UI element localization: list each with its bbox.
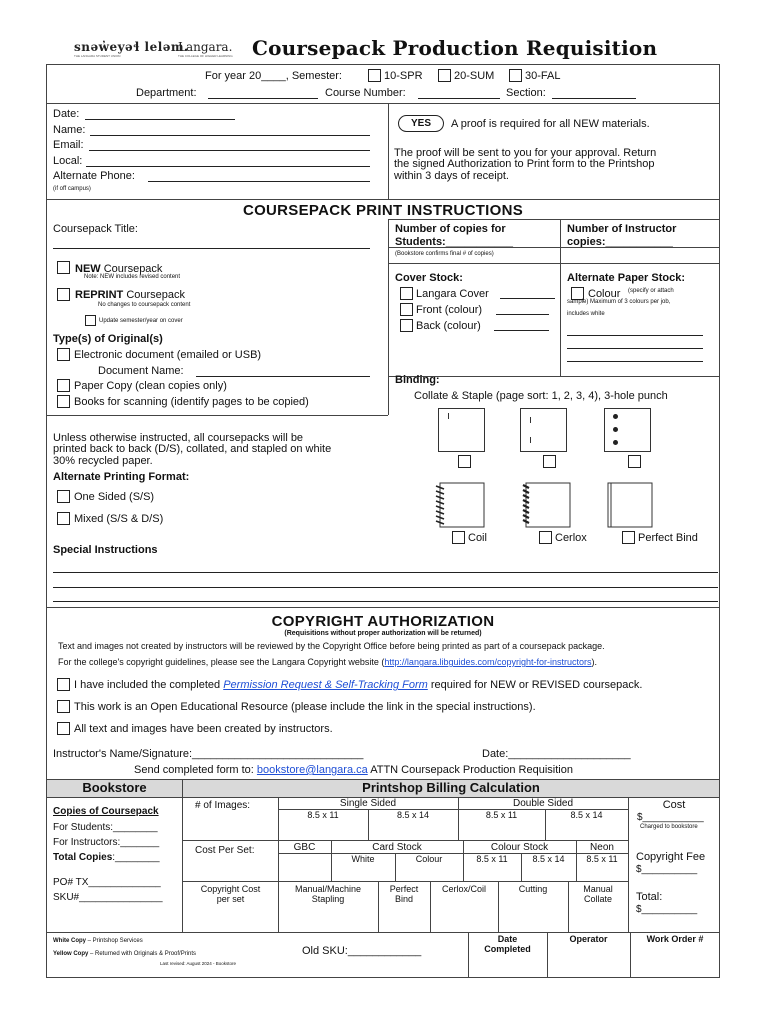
permission-form-link[interactable]: Permission Request & Self-Tracking Form [223,679,428,691]
perfect-bind-cost-label: Perfect Bind [389,884,419,904]
coil-binding-icon [432,480,488,530]
date-field[interactable] [85,119,235,120]
permission-form-label: I have included the completed Permission Request & Self-Tracking Form required for NEW or REVISED coursepack. [74,679,643,691]
student-copies-label: Number of copies for [395,223,506,235]
electronic-document-checkbox[interactable] [57,348,70,361]
last-revised-note: Last revised: August 2024 - Bookstore [160,961,237,966]
types-of-originals-heading: Type(s) of Original(s) [53,333,163,345]
send-to-line: Send completed form to: bookstore@langara.ca ATTN Coursepack Production Requisition [134,764,573,776]
colour-stock-size: 8.5 x 14 [532,854,565,864]
for-instructors-field[interactable]: For Instructors:_______ [53,837,160,848]
total-copies-field[interactable]: Total Copies:________ [53,852,160,863]
new-coursepack-checkbox[interactable] [57,261,70,274]
old-sku-field[interactable]: Old SKU:____________ [302,945,422,957]
proof-required-text: A proof is required for all NEW materials. [451,118,650,130]
one-sided-checkbox[interactable] [57,490,70,503]
cost-field[interactable]: $___________ [637,812,704,823]
card-stock-label: Card Stock [372,842,422,853]
three-hole-punch-icon [604,408,651,452]
coil-label: Coil [468,532,487,544]
course-number-label: Course Number: [325,87,406,99]
new-coursepack-label: NEW Coursepack [75,263,163,275]
perfect-bind-checkbox[interactable] [622,531,635,544]
signature-date-field[interactable]: Date:____________________ [482,748,631,760]
oer-label: This work is an Open Educational Resource (please include the link in the special instructions). [74,701,536,713]
special-instructions-label: Special Instructions [53,544,158,556]
back-colour-checkbox[interactable] [400,319,413,332]
cerlox-binding-icon [518,480,574,530]
email-label: Email: [53,139,84,151]
new-coursepack-note: Note: NEW includes revised content [84,274,181,280]
cost-heading: Cost [662,799,686,811]
total-label: Total: [636,891,663,903]
instructor-created-checkbox[interactable] [57,722,70,735]
local-label: Local: [53,155,83,167]
langara-logo: Langara. [178,40,233,54]
mixed-checkbox[interactable] [57,512,70,525]
perfect-bind-icon [602,480,658,530]
cerlox-coil-label: Cerlox/Coil [441,884,486,894]
coil-checkbox[interactable] [452,531,465,544]
cerlox-checkbox[interactable] [539,531,552,544]
yes-badge: YES [398,115,444,132]
document-name-field[interactable] [196,376,370,377]
single-sided-size: 8.5 x 14 [396,810,430,820]
logo-subtitle: THE COLLEGE OF HIGHER LEARNING [178,54,233,58]
books-scanning-label: Books for scanning (identify pages to be copied) [74,396,309,408]
year-semester-label: For year 20____, Semester: [205,70,342,82]
po-tx-field[interactable]: PO# TX_____________ [53,877,161,888]
back-colour-label: Back (colour) [416,320,481,332]
bookstore-confirms-note: (Bookstore confirms final # of copies) [395,251,494,257]
update-semester-checkbox[interactable] [85,315,96,326]
cover-stock-heading: Cover Stock: [395,272,463,284]
langara-cover-label: Langara Cover [416,288,489,300]
card-colour-label: Colour [415,854,443,864]
reprint-coursepack-checkbox[interactable] [57,288,70,301]
binding-heading: Binding: [395,374,440,386]
semester-sum-checkbox[interactable] [438,69,451,82]
form-title: Coursepack Production Requisition [252,36,658,60]
electronic-document-label: Electronic document (emailed or USB) [74,349,262,361]
copyright-heading: COPYRIGHT AUTHORIZATION [271,613,495,630]
colour-stock-label: Colour Stock [490,842,549,853]
email-field[interactable] [89,150,370,151]
double-sided-size: 8.5 x 11 [485,810,518,820]
colour-paper-note: (specify or attach [628,288,674,294]
alternate-paper-field[interactable] [567,335,703,336]
copyright-website-link[interactable]: http://langara.libguides.com/copyright-for-instructors [384,657,592,667]
bookstore-email-link[interactable]: bookstore@langara.ca [256,764,368,776]
white-copy-note: White Copy – Printshop Services [53,938,143,944]
perfect-bind-label: Perfect Bind [638,532,698,544]
semester-spr-label: 10-SPR [384,70,423,82]
manual-machine-stapling-label: Manual/Machine Stapling [294,884,362,904]
one-sided-label: One Sided (S/S) [74,491,155,503]
double-sided-size: 8.5 x 14 [570,810,603,820]
name-label: Name: [53,124,86,136]
instructor-copies-field[interactable]: copies:___________ [567,236,673,248]
default-printing-note: Unless otherwise instructed, all coursepacks will be [53,432,304,444]
update-semester-label: Update semester/year on cover [99,318,183,324]
document-name-label: Document Name: [98,365,184,377]
for-students-field[interactable]: For Students:________ [53,822,158,833]
coursepack-title-label: Coursepack Title: [53,223,138,235]
off-campus-note: (if off campus) [53,186,91,192]
alternate-paper-field[interactable] [567,361,703,362]
special-instructions-line[interactable] [53,601,718,602]
three-hole-punch-checkbox[interactable] [628,455,641,468]
single-sided-size: 8.5 x 11 [307,810,339,820]
printshop-billing-heading: Printshop Billing Calculation [362,780,540,795]
semester-fal-label: 30-FAL [525,70,561,82]
copyright-guidelines-line: For the college's copyright guidelines, please see the Langara Copyright website (http://langara.libguides.com/copyright-for-instructors). [58,657,598,667]
front-colour-checkbox[interactable] [400,303,413,316]
instructor-copies-label: Number of Instructor [567,223,677,235]
charged-to-bookstore-note: Charged to bookstore [640,824,698,830]
colour-paper-note: includes white [567,311,605,317]
manual-collate-label: Manual Collate [583,884,613,904]
reprint-coursepack-label: REPRINT Coursepack [75,289,186,301]
section-label: Section: [506,87,546,99]
permission-form-checkbox[interactable] [57,678,70,691]
colour-paper-label: Colour [588,288,621,300]
semester-sum-label: 20-SUM [454,70,495,82]
name-field[interactable] [90,135,370,136]
student-copies-field[interactable]: Students:___________ [395,236,514,248]
front-colour-field[interactable] [496,314,549,315]
proof-text-line: within 3 days of receipt. [394,170,509,182]
staple-corner-checkbox[interactable] [458,455,471,468]
work-order-label: Work Order # [646,934,704,944]
proof-text-line: The proof will be sent to you for your approval. Return [394,147,657,159]
staple-side-icon [520,408,567,452]
copyright-cost-label: Copyright Cost per set [200,884,261,904]
course-number-field[interactable] [418,98,500,99]
double-sided-label: Double Sided [512,798,574,809]
bookstore-heading: Bookstore [82,780,147,795]
front-colour-label: Front (colour) [416,304,483,316]
card-white-label: White [351,854,375,864]
copies-heading: Copies of Coursepack [53,806,159,817]
copyright-fee-label: Copyright Fee [636,851,706,863]
alternate-paper-heading: Alternate Paper Stock: [567,272,685,284]
copyright-subheading: (Requisitions without proper authorization will be returned) [284,630,482,637]
paper-copy-label: Paper Copy (clean copies only) [74,380,227,392]
cutting-label: Cutting [518,884,548,894]
num-images-label: # of Images: [195,800,251,811]
alternate-phone-label: Alternate Phone: [53,170,135,182]
total-field[interactable]: $__________ [636,904,698,915]
department-label: Department: [136,87,197,99]
department-field[interactable] [208,98,318,99]
stuent-union-logo: snəw̓eyəɬ leləm. [74,40,189,54]
collate-staple-text: Collate & Staple (page sort: 1, 2, 3, 4), 3-hole punch [414,390,668,402]
yellow-copy-note: Yellow Copy – Returned with Originals & Proof/Prints [53,951,197,957]
copyright-info-line: Text and images not created by instructors will be reviewed by the Copyright Office before being printed as part of a coursepack package. [58,641,605,651]
sku-field[interactable]: SKU#_______________ [53,892,163,903]
alternate-format-heading: Alternate Printing Format: [53,471,190,483]
neon-label: Neon [590,842,614,853]
colour-paper-note: sample) Maximum of 3 colours per job, [567,299,671,305]
proof-text-line: the signed Authorization to Print form to the Printshop [394,158,655,170]
langara-cover-checkbox[interactable] [400,287,413,300]
colour-stock-size: 8.5 x 11 [476,854,508,864]
semester-fal-checkbox[interactable] [509,69,522,82]
instructor-signature-field[interactable]: Instructor's Name/Signature:____________________________ [53,748,364,760]
date-completed-label: Date Completed [484,934,531,954]
print-instructions-heading: COURSEPACK PRINT INSTRUCTIONS [242,202,524,219]
special-instructions-line[interactable] [53,587,718,588]
gbc-label: GBC [293,842,316,853]
alternate-paper-field[interactable] [567,348,703,349]
date-label: Date: [53,108,80,120]
default-printing-note: 30% recycled paper. [53,455,153,467]
mixed-label: Mixed (S/S & D/S) [74,513,164,525]
alternate-phone-field[interactable] [148,181,370,182]
default-printing-note: printed back to back (D/S), collated, and stapled on white [53,443,332,455]
back-colour-field[interactable] [494,330,549,331]
instructor-created-label: All text and images have been created by instructors. [74,723,333,735]
paper-copy-checkbox[interactable] [57,379,70,392]
staple-side-checkbox[interactable] [543,455,556,468]
coursepack-title-field[interactable] [53,248,370,249]
section-field[interactable] [552,98,636,99]
cerlox-label: Cerlox [555,532,587,544]
reprint-note: No changes to coursepack content [98,302,191,308]
local-field[interactable] [86,166,370,167]
cost-per-set-label: Cost Per Set: [195,845,255,856]
operator-label: Operator [569,934,608,944]
neon-size: 8.5 x 11 [586,854,618,864]
oer-checkbox[interactable] [57,700,70,713]
logo-subtitle: THE LANGARA STUDENT UNION [74,54,121,58]
semester-spr-checkbox[interactable] [368,69,381,82]
single-sided-label: Single Sided [339,798,397,809]
copyright-fee-field[interactable]: $__________ [636,864,698,875]
staple-corner-icon [438,408,485,452]
special-instructions-line[interactable] [53,572,718,573]
langara-cover-field[interactable] [500,298,555,299]
books-scanning-checkbox[interactable] [57,395,70,408]
